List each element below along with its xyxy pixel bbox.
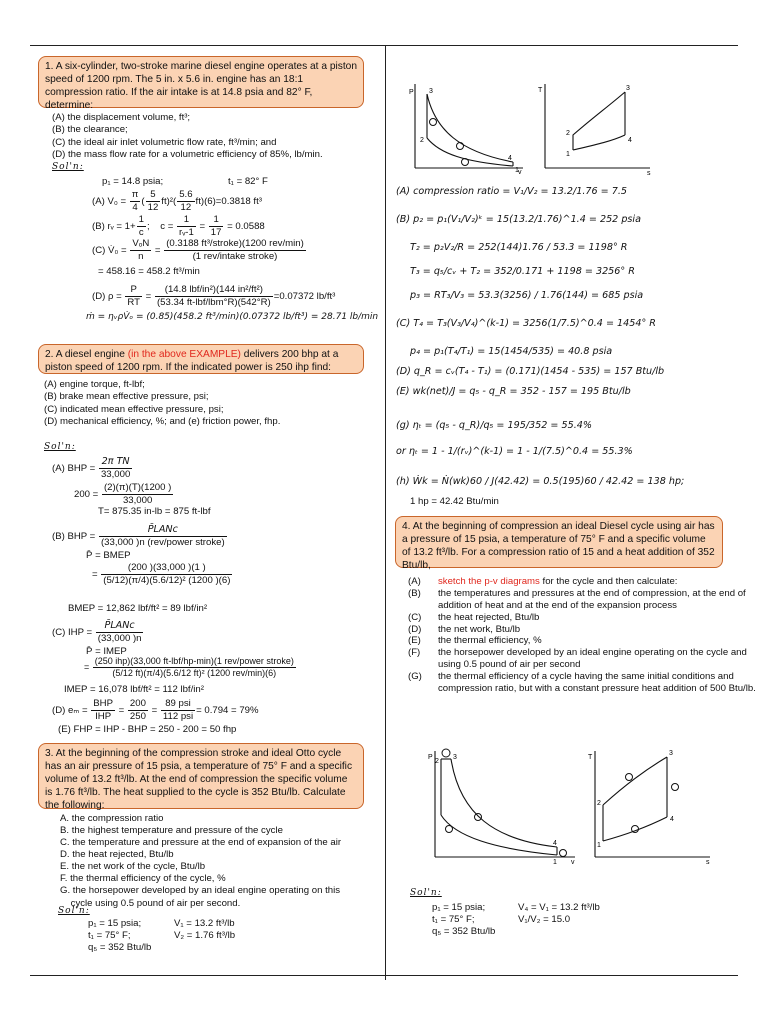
list-item: (C) the ideal air inlet volumetric flow rate, ft³/min; and <box>52 136 277 148</box>
axis-p-label: P <box>428 754 433 761</box>
state-4-label: 4 <box>670 816 674 823</box>
q2-b-result: BMEP = 12,862 lbf/ft² = 89 lbf/in² <box>68 603 208 614</box>
problem-2-parts <box>44 379 280 428</box>
q2-b-line: (B) BHP = $\frac{\text{P̄LANc}}{\text{(33,000 )n (rev/power stroke)}}$ <box>52 524 225 548</box>
problem-2-ref: (in the above EXAMPLE) <box>127 349 241 360</box>
list-item: (E) the thermal efficiency, % <box>408 635 542 647</box>
q3-sol-g2: or ηₜ = 1 - 1/(rᵥ)^(k-1) = 1 - 1/(7.5)^0.4 = 55.3% <box>396 446 633 457</box>
state-2-label: 2 <box>435 758 439 765</box>
q3-sol-p4: p₄ = p₁(T₄/T₁) = 15(1454/535) = 40.8 psia <box>410 346 613 357</box>
q3-sol-b: (B) p₂ = p₁(V₁/V₂)ᵏ = 15(13.2/1.76)^1.4 = 252 psia <box>396 214 641 225</box>
given-p: p₁ = 14.8 psia; <box>102 176 164 187</box>
q2-c-line: (C) IHP = $\frac{\text{P̄LANc}}{(33,000 )n}$ <box>52 620 142 644</box>
q3-sol-e: (E) wk(net)/J = q₅ - q_R = 352 - 157 = 195 Btu/lb <box>396 386 631 397</box>
process-marker <box>446 826 453 833</box>
state-1-label: 1 <box>553 859 557 865</box>
list-item: cycle using 0.5 pound of air per second. <box>60 897 241 909</box>
list-item: (A) engine torque, ft-lbf; <box>44 379 145 390</box>
list-item: B. the highest temperature and pressure of the cycle <box>60 825 283 837</box>
solution-label: Sol'n: <box>44 442 76 452</box>
list-item: (D) the net work, Btu/lb <box>408 623 521 635</box>
axis-v-label: v <box>518 169 522 175</box>
list-item: A. the compression ratio <box>60 813 164 824</box>
q3-given-1: p₁ = 15 psia; <box>88 918 142 929</box>
solution-label: Sol'n: <box>52 162 84 172</box>
q3-sol-c: (C) T₄ = T₃(V₃/V₄)^(k-1) = 3256(1/7.5)^0.4 = 1454° R <box>396 318 656 329</box>
solution-label: Sol'n: <box>410 888 442 898</box>
q3-sol-a: (A) compression ratio = V₁/V₂ = 13.2/1.76 = 7.5 <box>396 186 627 197</box>
axis-t-label: T <box>538 87 543 94</box>
list-item: (B) the temperatures and pressures at the end of compression, at the end of addition of heat and at the end of the expansion process <box>408 587 746 611</box>
q4-given-1: p₁ = 15 psia; <box>432 902 486 913</box>
axis-p-label: P <box>409 89 414 96</box>
q3-sol-t2: T₂ = p₂V₂/R = 252(144)1.76 / 53.3 = 1198° R <box>410 242 628 253</box>
q2-a-result: T= 875.35 in-lb = 875 ft-lbf <box>98 506 211 517</box>
state-4-label: 4 <box>508 155 512 162</box>
process-marker <box>457 143 464 150</box>
state-4-label: 4 <box>628 137 632 144</box>
q2-b-eq: = $\frac{(200 )(33,000 )(1 )}{\text{(5/12)(π/4)(5.6/12)² (1200 )(6)}}$ <box>92 562 231 586</box>
q2-b-p: P̄ = BMEP <box>86 550 131 561</box>
q3-sol-g: (g) ηₜ = (q₅ - q_R)/q₅ = 195/352 = 55.4% <box>396 420 592 431</box>
process-marker <box>560 850 567 857</box>
problem-1-box <box>38 56 364 112</box>
process-marker <box>430 119 437 126</box>
q3-given-3: q₅ = 352 Btu/lb <box>88 942 152 953</box>
list-item: (D) the mass flow rate for a volumetric efficiency of 85%, lb/min. <box>52 148 323 160</box>
q3-given-2: t₁ = 75° F; <box>88 930 131 941</box>
q2-a-line: (A) BHP = $\frac{\text{2π TN}}{33,000}$ <box>52 456 131 480</box>
q4-given-5: V₁/V₂ = 15.0 <box>518 914 571 925</box>
q4-given-2: t₁ = 75° F; <box>432 914 475 925</box>
state-2-label: 2 <box>566 130 570 137</box>
list-item: (A) the displacement volume, ft³; <box>52 112 191 123</box>
state-4-label: 4 <box>553 840 557 847</box>
list-item: (A) sketch the p-v diagrams for the cycle and then calculate: <box>408 576 678 587</box>
list-item: (C) indicated mean effective pressure, psi; <box>44 403 224 415</box>
list-item: (C) the heat rejected, Btu/lb <box>408 611 540 623</box>
state-2-label: 2 <box>420 137 424 144</box>
q1-a-line: (A) V₀ = $\frac{\pi}{4}$ ( $\frac{5}{12}$ ft)²( $\frac{5.6}{12}$ ft)(6)=0.3818 ft³ <box>92 189 262 213</box>
q1-c-result: = 458.16 = 458.2 ft³/min <box>98 266 200 277</box>
list-item: (F) the horsepower developed by an ideal engine operating on the cycle and using 0.5 pound of air per second <box>408 647 747 671</box>
axis-v-label: v <box>571 859 575 865</box>
q2-d-line: (D) eₘ = $\frac{\text{BHP}}{\text{IHP}}$ = $\frac{200}{250}$ = $\frac{\text{89 psi}}{\text{112 psi}}$ = 0.794 = 79% <box>52 698 259 722</box>
list-item: G. the horsepower developed by an ideal engine operating on this <box>60 885 341 897</box>
q2-e-line: (E) FHP = IHP - BHP = 250 - 200 = 50 fhp <box>58 724 237 735</box>
process-marker <box>626 774 633 781</box>
list-item: (B) brake mean effective pressure, psi; <box>44 391 209 403</box>
list-item: D. the heat rejected, Btu/lb <box>60 849 174 861</box>
bottom-rule <box>30 975 738 976</box>
list-item: E. the net work of the cycle, Btu/lb <box>60 861 206 873</box>
problem-3-box <box>38 743 364 812</box>
problem-1-parts <box>52 112 323 161</box>
process-marker <box>462 159 469 166</box>
process-marker <box>475 814 482 821</box>
axis-s-label: s <box>706 859 710 865</box>
state-1-label: 1 <box>515 167 519 174</box>
solution-label: Sol'n: <box>58 906 90 916</box>
state-3-label: 3 <box>669 750 673 757</box>
diesel-pv-diagram <box>425 745 580 865</box>
top-rule <box>30 45 738 46</box>
q1-d-line: (D) ρ = $\frac{P}{RT}$ = $\frac{\text{(14.8 lbf/in²)(144 in²/ft²)}}{\text{(53.34 ft-lbf/lbm°R)(542°R)}}$ =0.07372 lb/ft³ <box>92 284 336 308</box>
q3-given-4: V₁ = 13.2 ft³/lb <box>174 918 235 929</box>
q2-c-result: IMEP = 16,078 lbf/ft² = 112 lbf/in² <box>64 684 204 695</box>
center-divider <box>385 45 386 980</box>
problem-4-text: 4. At the beginning of compression an ideal Diesel cycle using air has a pressure of 15 psia, a temperature of 75° F and a specific volume of 13.2 ft³/lb. For a compression ratio of 15 and a heat addition of 352 Btu/lb, <box>402 521 715 572</box>
problem-2-box: 2. A diesel engine (in the above EXAMPLE) delivers 200 bhp at a piston speed of 1200 rpm. If the indicated power is 250 ihp find: <box>38 344 364 374</box>
state-1-label: 1 <box>597 842 601 849</box>
q3-sol-d: (D) q_R = cᵥ(T₄ - T₁) = (0.171)(1454 - 535) = 157 Btu/lb <box>396 366 665 377</box>
list-item: (G) the thermal efficiency of a cycle having the same initial conditions and compression ratio, but with a constant pressure heat addition of 500 Btu/lb. <box>408 671 756 695</box>
problem-4-parts <box>408 576 758 695</box>
q1-mass-flow: ṁ = ηᵥρV̇ₒ = (0.85)(458.2 ft³/min)(0.07372 lb/ft³) = 28.71 lb/min <box>86 312 379 322</box>
q3-sol-t3: T₃ = q₅/cᵥ + T₂ = 352/0.171 + 1198 = 3256° R <box>410 266 635 277</box>
list-item: (D) mechanical efficiency, %; and (e) friction power, fhp. <box>44 415 281 427</box>
q1-c-line: (C) V̇₀ = $\frac{\text{VₒN}}{n}$ = $\frac{\text{(0.3188 ft³/stroke)(1200 rev/min)}}{\text{(1 rev/intake stroke)}}$ <box>92 238 304 262</box>
q2-c-eq: = $\frac{\text{(250 ihp)(33,000 ft-lbf/hp-min)(1 rev/power stroke)}}{\text{(5/12 ft)(π/4)(5.6/12 ft)² (1200 rev/min)(6)}}$ <box>84 656 294 679</box>
q3-sol-h: (h) Ẇk = Ṅ(wk)60 / J(42.42) = 0.5(195)60 / 42.42 = 138 hp; <box>396 476 685 487</box>
process-marker <box>672 784 679 791</box>
axis-s-label: s <box>647 170 651 175</box>
diesel-ts-diagram <box>585 745 715 865</box>
process-marker <box>632 826 639 833</box>
otto-pv-diagram <box>405 80 530 175</box>
otto-ts-diagram <box>535 80 655 175</box>
state-2-label: 2 <box>597 800 601 807</box>
q3-sol-hp: 1 hp = 42.42 Btu/min <box>410 496 499 507</box>
list-item: F. the thermal efficiency of the cycle, % <box>60 873 226 885</box>
state-3-label: 3 <box>429 88 433 95</box>
q4-given-4: V₄ = V₁ = 13.2 ft³/lb <box>518 902 600 913</box>
state-1-label: 1 <box>566 151 570 158</box>
list-item: (B) the clearance; <box>52 124 128 136</box>
q3-sol-p3: p₃ = RT₃/V₃ = 53.3(3256) / 1.76(144) = 685 psia <box>410 290 644 301</box>
axis-t-label: T <box>588 754 593 761</box>
given-t: t₁ = 82° F <box>228 176 268 187</box>
problem-3-text: 3. At the beginning of the compression stroke and ideal Otto cycle has an air pressure of 15 psia, a temperature of 75° F and a specific volume of 13.2 ft³/lb. At the end of compression the specific volume is 1.76 ft³/lb. The heat supplied to the cycle is 352 Btu/lb. Calculate the following: <box>45 748 353 812</box>
q2-a2-line: 200 = $\frac{(2)(\pi)(T)(1200 )}{33,000}$ <box>74 482 172 506</box>
q2-c-p: P̄ = IMEP <box>86 646 127 657</box>
list-item: C. the temperature and pressure at the end of expansion of the air <box>60 837 342 849</box>
problem-3-parts <box>60 813 341 910</box>
process-marker <box>442 749 450 757</box>
problem-4-box <box>395 516 723 572</box>
q4-given-3: q₅ = 352 Btu/lb <box>432 926 496 937</box>
state-3-label: 3 <box>626 85 630 92</box>
problem-1-text: 1. A six-cylinder, two-stroke marine diesel engine operates at a piston speed of 1200 rpm. The 5 in. x 5.6 in. engine has an 18:1 compression ratio. If the air intake is at 14.8 psia and 82° F, determine: <box>45 61 358 112</box>
q3-given-5: V₂ = 1.76 ft³/lb <box>174 930 236 941</box>
state-3-label: 3 <box>453 754 457 761</box>
q1-b-line: (B) rᵥ = 1+ $\frac{1}{c}$ ; c = $\frac{1}{\text{rᵥ-1}}$ = $\frac{1}{17}$ = 0.0588 <box>92 214 265 238</box>
